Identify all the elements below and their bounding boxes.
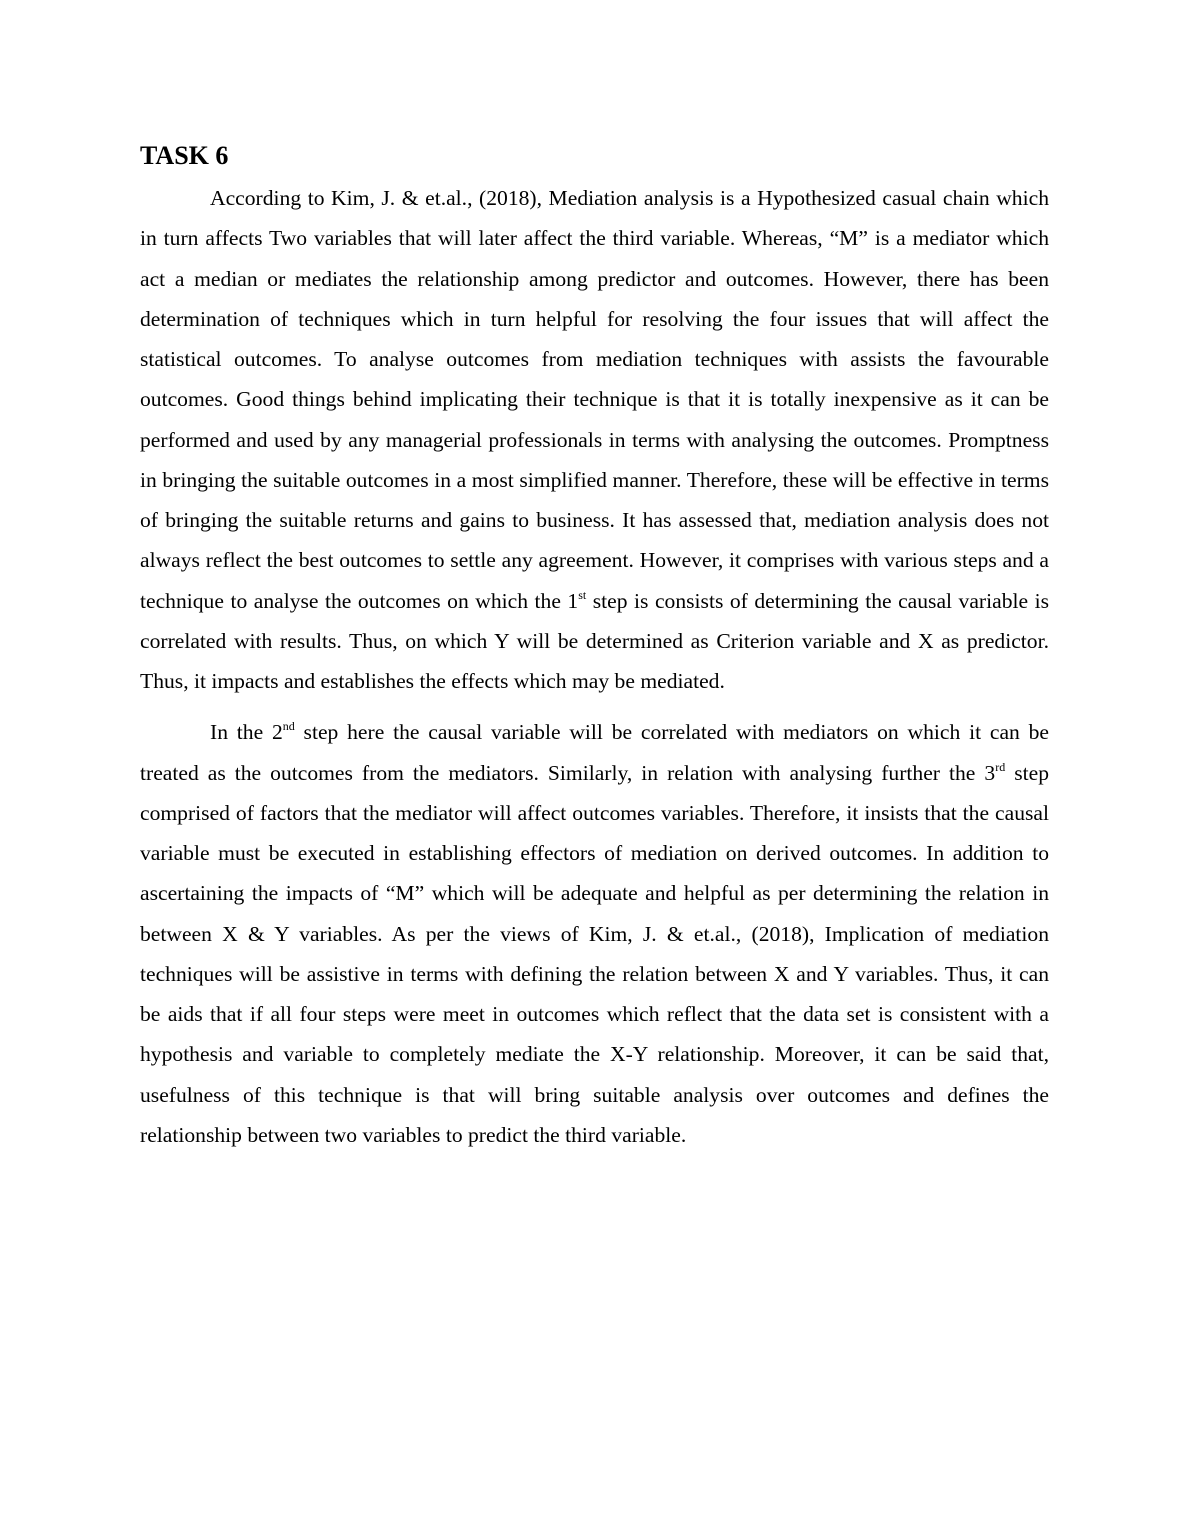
paragraph-1-text-b: step is consists of determining the causal variable is correlated with results. Thus, on which Y will be determined as Criterion variable and X as predictor. Thus, it impacts and establishes the effects which may be mediated. bbox=[140, 588, 1049, 693]
paragraph-2-text-a: In the 2 bbox=[210, 720, 283, 745]
document-page bbox=[140, 138, 1049, 1155]
paragraph-1-text-a: According to Kim, J. & et.al., (2018), Mediation analysis is a Hypothesized casual chain which in turn affects Two variables that will later affect the third variable. Whereas, “M” is a mediator which act a median or mediates the relationship among predictor and outcomes. However, there has been determination of techniques which in turn helpful for resolving the four issues that will affect the statistical outcomes. To analyse outcomes from mediation techniques with assists the favourable outcomes. Good things behind implicating their technique is that it is totally inexpensive as it can be performed and used by any managerial professionals in terms with analysing the outcomes. Promptness in bringing the suitable outcomes in a most simplified manner. Therefore, these will be effective in terms of bringing the suitable returns and gains to business. It has assessed that, mediation analysis does not always reflect the best outcomes to settle any agreement. However, it comprises with various steps and a technique to analyse the outcomes on which the 1 bbox=[140, 186, 1049, 613]
ordinal-superscript-st: st bbox=[578, 587, 587, 602]
task-heading: TASK 6 bbox=[140, 141, 229, 170]
paragraph-1 bbox=[140, 178, 1049, 701]
paragraph-2 bbox=[140, 712, 1049, 1155]
ordinal-superscript-rd: rd bbox=[995, 759, 1006, 774]
paragraph-2-text-b: step here the causal variable will be correlated with mediators on which it can be treated as the outcomes from the mediators. Similarly, in relation with analysing further the 3 bbox=[140, 720, 1050, 785]
ordinal-superscript-nd: nd bbox=[282, 719, 295, 734]
paragraph-2-text-c: step comprised of factors that the mediator will affect outcomes variables. Therefore, it insists that the causal variable must be executed in establishing effectors of mediation on derived outcomes. In addition to ascertaining the impacts of “M” which will be adequate and helpful as per determining the relation in between X & Y variables. As per the views of Kim, J. & et.al., (2018), Implication of mediation techniques will be assistive in terms with defining the relation between X and Y variables. Thus, it can be aids that if all four steps were meet in outcomes which reflect that the data set is consistent with a hypothesis and variable to completely mediate the X-Y relationship. Moreover, it can be said that, usefulness of this technique is that will bring suitable analysis over outcomes and defines the relationship between two variables to predict the third variable. bbox=[140, 760, 1050, 1147]
